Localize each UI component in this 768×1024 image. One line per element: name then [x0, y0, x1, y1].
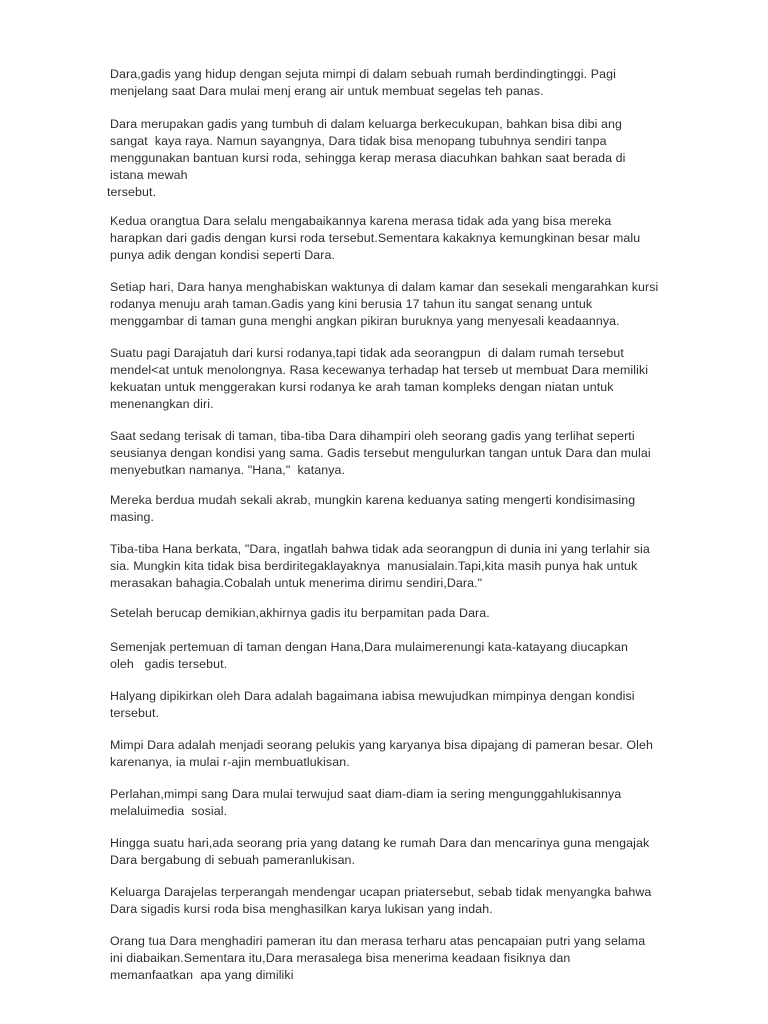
text-line: tersebut. — [107, 185, 157, 199]
paragraph-friendship — [110, 492, 635, 526]
text-line: Mereka berdua mudah sekali akrab, mungkin karena keduanya sating mengerti kondisimasing — [110, 493, 636, 507]
text-line: menjelang saat Dara mulai menj erang air untuk membuat segelas teh panas. — [110, 84, 544, 98]
text-line: tersebut. — [110, 706, 160, 720]
text-line: Suatu pagi Darajatuh dari kursi rodanya,tapi tidak ada seorangpun di dalam rumah tersebut — [110, 346, 624, 360]
text-line: menyebutkan namanya. "Hana," katanya. — [110, 463, 346, 477]
text-line: oleh gadis tersebut. — [110, 657, 228, 671]
paragraph-exhibition — [110, 933, 645, 984]
text-line: Semenjak pertemuan di taman dengan Hana,Dara mulaimerenungi kata-katayang diucapkan — [110, 640, 629, 654]
text-line: Dara merupakan gadis yang tumbuh di dalam keluarga berkecukupan, bahkan bisa dibi ang — [110, 117, 623, 131]
text-line: Setelah berucap demikian,akhirnya gadis itu berpamitan pada Dara. — [110, 606, 490, 620]
text-line: sia. Mungkin kita tidak bisa berdiritegaklayaknya manusialain.Tapi,kita masih punya hak untuk — [110, 559, 638, 573]
paragraph-daily-routine — [110, 279, 658, 330]
text-line: ini diabaikan.Sementara itu,Dara merasalega bisa menerima keadaan fisiknya dan — [110, 951, 571, 965]
paragraph-meeting-hana — [110, 428, 651, 479]
text-line: rodanya menuju arah taman.Gadis yang kini berusia 17 tahun itu sangat senang untuk — [110, 297, 593, 311]
text-line: menenangkan diri. — [110, 397, 214, 411]
text-line: Dara,gadis yang hidup dengan sejuta mimpi di dalam sebuah rumah berdindingtinggi. Pagi — [110, 67, 616, 81]
paragraph-invitation — [110, 835, 649, 869]
text-line: harapkan dari gadis dengan kursi roda tersebut.Sementara kakaknya kemungkinan besar malu — [110, 231, 641, 245]
paragraph-reflection — [110, 639, 628, 673]
text-line: Kedua orangtua Dara selalu mengabaikannya karena merasa tidak ada yang bisa mereka — [110, 214, 612, 228]
text-line: seusianya dengan kondisi yang sama. Gadis tersebut mengulurkan tangan untuk Dara dan mulai — [110, 446, 651, 460]
text-line: mendel<at untuk menolongnya. Rasa kecewanya terhadap hat terseb ut membuat Dara memiliki — [110, 363, 649, 377]
text-line: istana mewah — [110, 168, 188, 182]
paragraph-intro — [110, 66, 616, 100]
paragraph-dream — [110, 737, 653, 771]
text-line: Keluarga Darajelas terperangah mendengar ucapan priatersebut, sebab tidak menyangka bahwa — [110, 885, 652, 899]
text-line: menggunakan bantuan kursi roda, sehingga kerap merasa diacuhkan bahkan saat berada di — [110, 151, 626, 165]
text-line: karenanya, ia mulai r-ajin membuatlukisan. — [110, 755, 350, 769]
text-line: sangat kaya raya. Namun sayangnya, Dara tidak bisa menopang tubuhnya sendiri tanpa — [110, 134, 607, 148]
text-line: Dara bergabung di sebuah pameranlukisan. — [110, 853, 356, 867]
text-line: memanfaatkan apa yang dimiliki — [110, 968, 294, 982]
text-line: Tiba-tiba Hana berkata, "Dara, ingatlah bahwa tidak ada seorangpun di dunia ini yang terlahir sia — [110, 542, 650, 556]
paragraph-hana-speech — [110, 541, 650, 592]
text-line: melaluimedia sosial. — [110, 804, 228, 818]
paragraph-farewell — [110, 605, 490, 622]
paragraph-family-surprise — [110, 884, 651, 918]
text-line: punya adik dengan kondisi seperti Dara. — [110, 248, 336, 262]
text-line: Halyang dipikirkan oleh Dara adalah bagaimana iabisa mewujudkan mimpinya dengan kondisi — [110, 689, 635, 703]
paragraph-parents — [110, 213, 640, 264]
text-line: Dara sigadis kursi roda bisa menghasilkan karya lukisan yang indah. — [110, 902, 493, 916]
text-line: kekuatan untuk menggerakan kursi rodanya ke arah taman kompleks dengan niatan untuk — [110, 380, 614, 394]
text-line: menggambar di taman guna menghi angkan pikiran buruknya yang menyesali keadaannya. — [110, 314, 620, 328]
text-line: Setiap hari, Dara hanya menghabiskan waktunya di dalam kamar dan sesekali mengarahkan kursi — [110, 280, 659, 294]
text-line: Saat sedang terisak di taman, tiba-tiba Dara dihampiri oleh seorang gadis yang terlihat seperti — [110, 429, 635, 443]
text-line: Orang tua Dara menghadiri pameran itu dan merasa terharu atas pencapaian putri yang selama — [110, 934, 646, 948]
text-line: masing. — [110, 510, 155, 524]
paragraph-social-media — [110, 786, 621, 820]
paragraph-family-wealth — [107, 116, 626, 201]
paragraph-fall — [110, 345, 648, 413]
text-line: merasakan bahagia.Cobalah untuk menerima dirimu sendiri,Dara." — [110, 576, 483, 590]
text-line: Perlahan,mimpi sang Dara mulai terwujud saat diam-diam ia sering mengunggahlukisannya — [110, 787, 622, 801]
text-line: Hingga suatu hari,ada seorang pria yang datang ke rumah Dara dan mencarinya guna mengajak — [110, 836, 650, 850]
text-line: Mimpi Dara adalah menjadi seorang pelukis yang karyanya bisa dipajang di pameran besar. Oleh — [110, 738, 653, 752]
paragraph-thinking — [110, 688, 635, 722]
